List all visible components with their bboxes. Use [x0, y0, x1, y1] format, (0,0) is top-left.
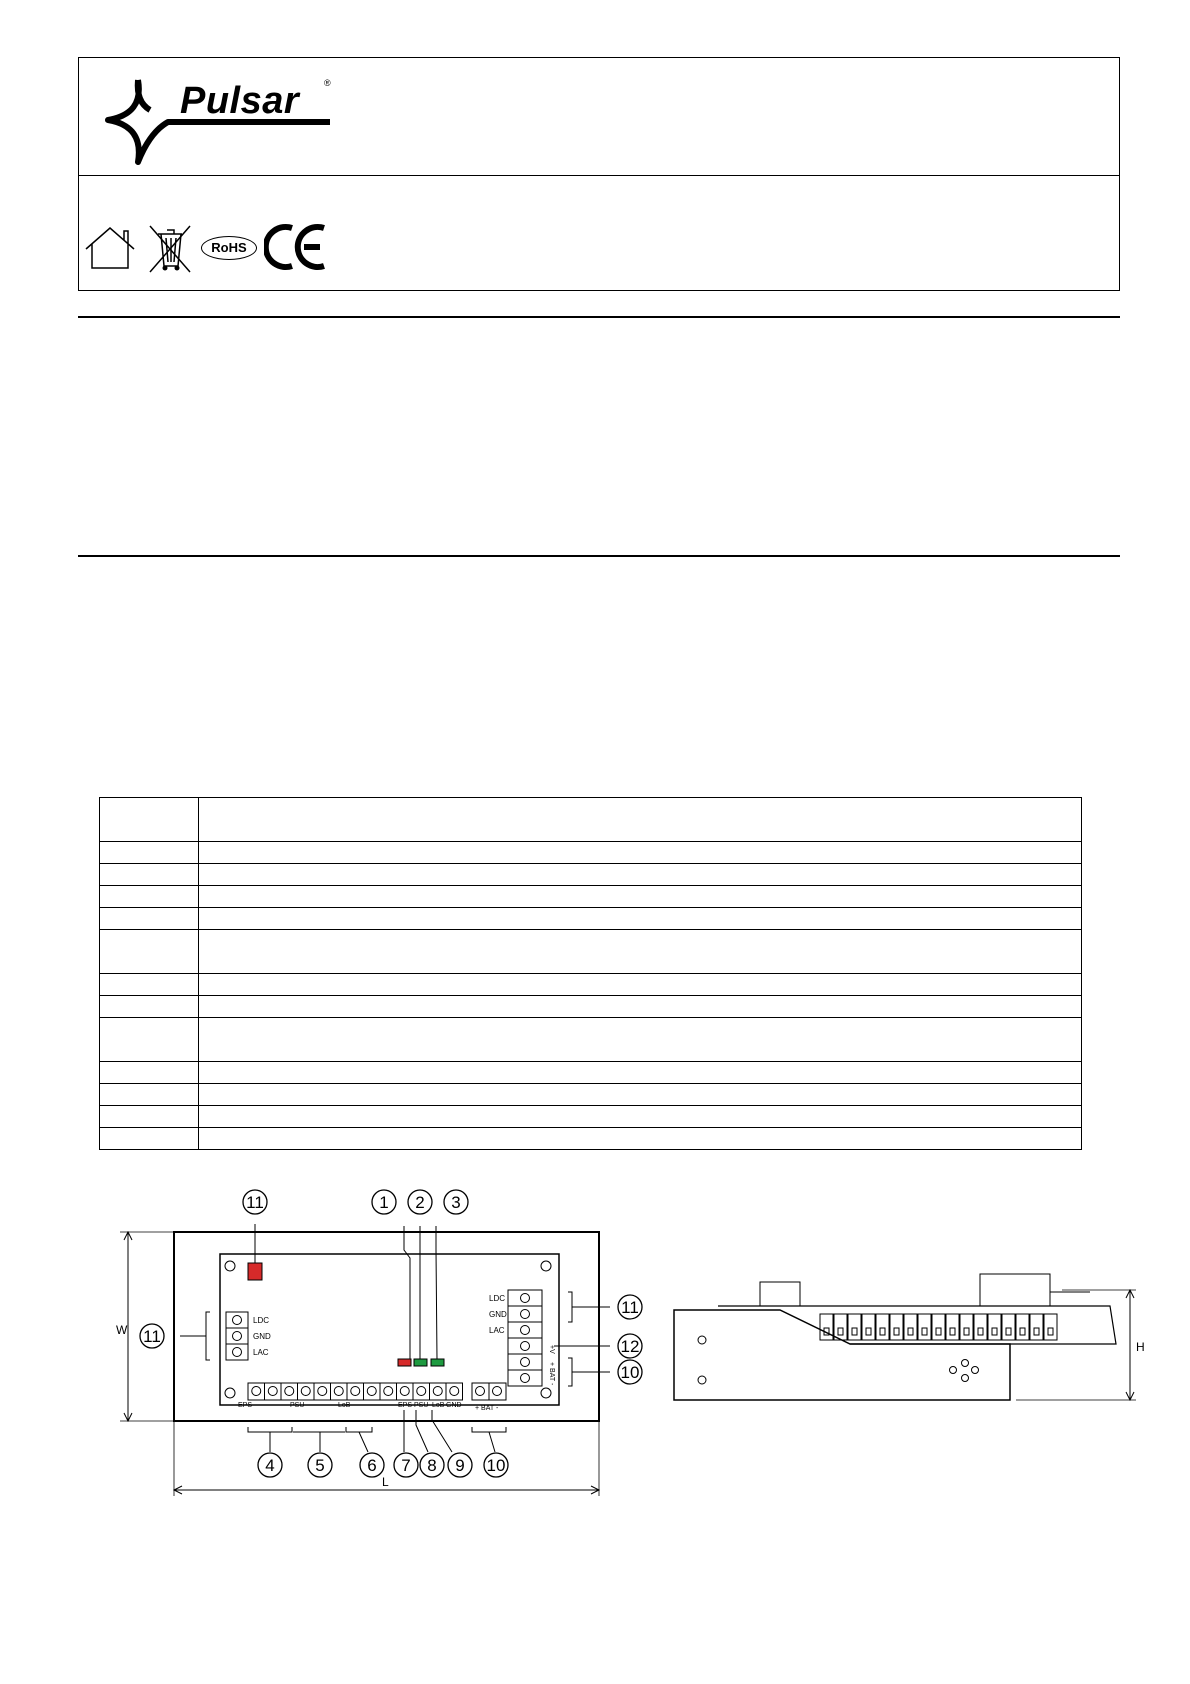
- side-terminal-screw: [866, 1328, 871, 1335]
- side-terminal: [918, 1314, 931, 1340]
- spec-cell-key: [100, 1128, 199, 1150]
- spec-row: [100, 996, 1082, 1018]
- side-terminal: [876, 1314, 889, 1340]
- svg-text:5: 5: [315, 1456, 325, 1475]
- callout-5: [308, 1453, 332, 1477]
- spec-cell-value: [199, 886, 1082, 908]
- spec-cell-value: [199, 974, 1082, 996]
- side-terminal: [1016, 1314, 1029, 1340]
- svg-text:11: 11: [246, 1193, 264, 1212]
- spec-cell-key: [100, 908, 199, 930]
- spec-cell-value: [199, 908, 1082, 930]
- side-terminal-screw: [992, 1328, 997, 1335]
- side-terminal: [848, 1314, 861, 1340]
- svg-text:10: 10: [620, 1363, 640, 1382]
- label-gnd: GND: [446, 1402, 462, 1409]
- label-eps: EPS: [238, 1402, 253, 1409]
- svg-text:2: 2: [415, 1193, 425, 1212]
- spec-cell-key: [100, 930, 199, 974]
- spec-cell-key: [100, 798, 199, 842]
- callout-3: [444, 1190, 468, 1214]
- side-terminal: [862, 1314, 875, 1340]
- section-rule-bottom: [78, 555, 1120, 557]
- side-terminal-screw: [950, 1328, 955, 1335]
- spec-row: [100, 1062, 1082, 1084]
- svg-text:7: 7: [401, 1456, 411, 1475]
- spec-cell-key: [100, 974, 199, 996]
- spec-cell-value: [199, 930, 1082, 974]
- side-terminal: [904, 1314, 917, 1340]
- spec-row: [100, 886, 1082, 908]
- svg-text:1: 1: [379, 1193, 389, 1212]
- side-terminals: [820, 1314, 1057, 1340]
- label-eps-2: EPS: [398, 1402, 413, 1409]
- header-divider: [78, 175, 1120, 176]
- callout-layer: [110, 1180, 670, 1510]
- callout-1: [372, 1190, 396, 1214]
- pulsar-logo: [100, 72, 350, 167]
- spec-cell-key: [100, 1084, 199, 1106]
- svg-text:6: 6: [367, 1456, 377, 1475]
- side-terminal: [1044, 1314, 1057, 1340]
- label-vout: +V: [548, 1345, 555, 1354]
- section-rule-top: [78, 316, 1120, 318]
- spec-cell-value: [199, 864, 1082, 886]
- spec-row: [100, 930, 1082, 974]
- side-terminal: [988, 1314, 1001, 1340]
- spec-row: [100, 1106, 1082, 1128]
- spec-cell-value: [199, 1062, 1082, 1084]
- side-terminal: [820, 1314, 833, 1340]
- left-terminal-ldc: LDC: [253, 1316, 270, 1325]
- side-terminal-screw: [936, 1328, 941, 1335]
- callout-4: [258, 1453, 282, 1477]
- callout-10: [618, 1360, 642, 1384]
- svg-text:8: 8: [427, 1456, 437, 1475]
- label-bat-bottom: + BAT -: [475, 1405, 499, 1412]
- side-terminal: [834, 1314, 847, 1340]
- spec-row: [100, 974, 1082, 996]
- side-terminal-screw: [880, 1328, 885, 1335]
- spec-cell-value: [199, 1018, 1082, 1062]
- spec-cell-key: [100, 1106, 199, 1128]
- spec-row: [100, 798, 1082, 842]
- left-terminal-gnd: GND: [253, 1332, 271, 1341]
- label-psu: PSU: [290, 1402, 305, 1409]
- spec-cell-key: [100, 842, 199, 864]
- spec-cell-value: [199, 842, 1082, 864]
- dim-w: W: [116, 1323, 128, 1337]
- spec-cell-key: [100, 864, 199, 886]
- side-terminal-screw: [964, 1328, 969, 1335]
- spec-row: [100, 1128, 1082, 1150]
- spec-cell-value: [199, 798, 1082, 842]
- svg-text:4: 4: [265, 1456, 275, 1475]
- spec-cell-value: [199, 1084, 1082, 1106]
- dim-l: L: [382, 1475, 389, 1489]
- side-terminal: [946, 1314, 959, 1340]
- side-terminal-screw: [894, 1328, 899, 1335]
- callout-6: [360, 1453, 384, 1477]
- callout-8: [420, 1453, 444, 1477]
- svg-text:3: 3: [451, 1193, 461, 1212]
- callout-11: [243, 1190, 267, 1214]
- weee-crossed-bin-icon: [146, 222, 194, 274]
- logo-text: Pulsar: [180, 80, 300, 122]
- side-terminal-screw: [1006, 1328, 1011, 1335]
- side-terminal: [1030, 1314, 1043, 1340]
- ce-mark-icon: [264, 222, 330, 272]
- spec-table: [99, 797, 1082, 1150]
- callout-11: [618, 1295, 642, 1319]
- spec-cell-value: [199, 1106, 1082, 1128]
- side-terminal: [1002, 1314, 1015, 1340]
- dim-h: H: [1136, 1340, 1145, 1354]
- callout-9: [448, 1453, 472, 1477]
- spec-row: [100, 864, 1082, 886]
- left-terminal-lac: LAC: [253, 1348, 269, 1357]
- spec-cell-key: [100, 1062, 199, 1084]
- svg-text:12: 12: [620, 1337, 640, 1356]
- side-view-diagram: [670, 1270, 1150, 1430]
- spec-cell-key: [100, 1018, 199, 1062]
- callout-12: [618, 1334, 642, 1358]
- right-terminal-ldc: LDC: [489, 1294, 506, 1303]
- label-bat-side: + BAT -: [548, 1362, 555, 1386]
- spec-cell-value: [199, 996, 1082, 1018]
- side-terminal-screw: [1048, 1328, 1053, 1335]
- rohs-icon: RoHS: [201, 236, 257, 260]
- right-terminal-lac: LAC: [489, 1326, 505, 1335]
- label-psu-2: PSU: [414, 1402, 429, 1409]
- right-terminal-gnd: GND: [489, 1310, 507, 1319]
- side-terminal: [890, 1314, 903, 1340]
- callout-7: [394, 1453, 418, 1477]
- side-terminal-screw: [922, 1328, 927, 1335]
- label-lob: LoB: [338, 1402, 351, 1409]
- label-lob-2: LoB: [432, 1402, 445, 1409]
- svg-text:11: 11: [143, 1327, 161, 1346]
- spec-cell-value: [199, 1128, 1082, 1150]
- svg-text:11: 11: [621, 1298, 639, 1317]
- spec-row: [100, 908, 1082, 930]
- callout-11: [140, 1324, 164, 1348]
- side-terminal-screw: [852, 1328, 857, 1335]
- side-terminal-screw: [1034, 1328, 1039, 1335]
- side-terminal-screw: [838, 1328, 843, 1335]
- side-terminal-screw: [1020, 1328, 1025, 1335]
- side-terminal-screw: [978, 1328, 983, 1335]
- svg-text:9: 9: [455, 1456, 465, 1475]
- registered-mark: ®: [324, 78, 331, 88]
- spec-cell-key: [100, 996, 199, 1018]
- svg-text:10: 10: [486, 1456, 506, 1475]
- spec-cell-key: [100, 886, 199, 908]
- spec-row: [100, 1084, 1082, 1106]
- side-terminal: [932, 1314, 945, 1340]
- indoor-use-icon: [84, 225, 136, 271]
- side-terminal-screw: [908, 1328, 913, 1335]
- spec-row: [100, 842, 1082, 864]
- spec-row: [100, 1018, 1082, 1062]
- callout-10: [484, 1453, 508, 1477]
- side-terminal: [960, 1314, 973, 1340]
- side-terminal: [974, 1314, 987, 1340]
- callout-2: [408, 1190, 432, 1214]
